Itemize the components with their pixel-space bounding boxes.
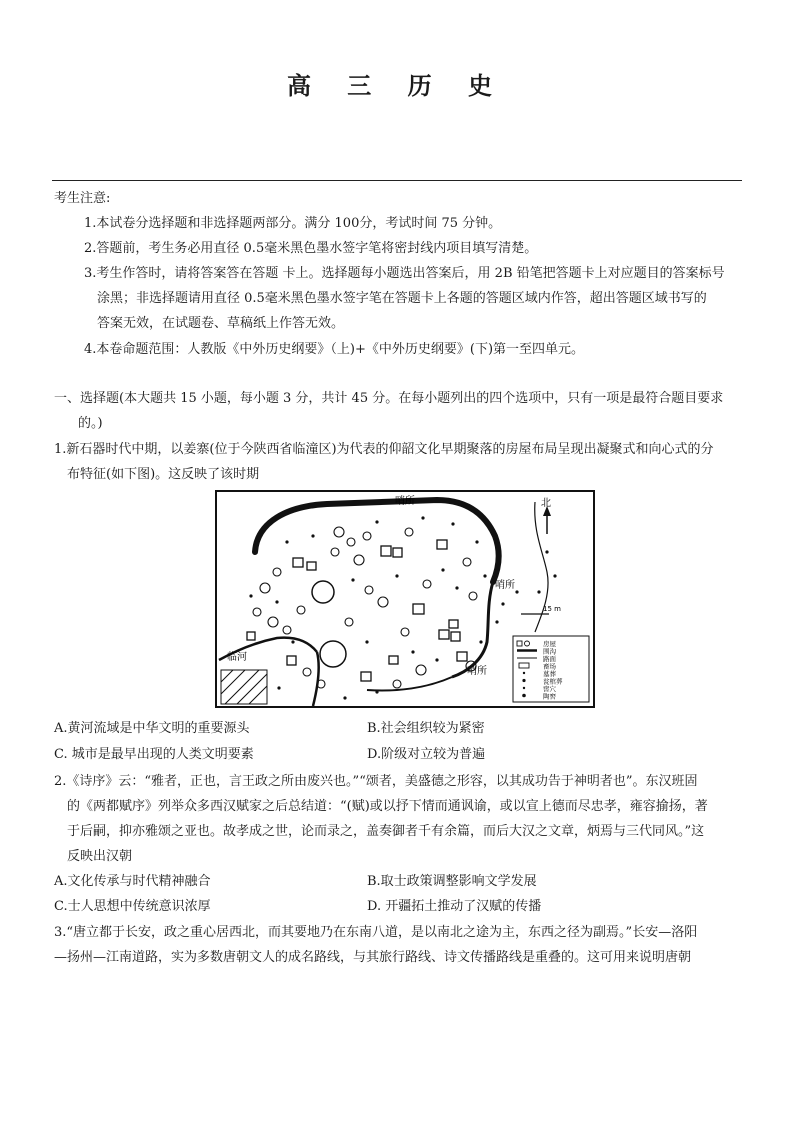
question-2-stem: 2.《诗序》云：“雅者，正也，言王政之所由废兴也。”“颂者，美盛德之形容，以其成功告于神明者也”。东汉班固 [54, 774, 698, 789]
river-label: 临河 [227, 652, 247, 663]
legend-item: 陶窖 [543, 692, 556, 701]
section-heading: 一、选择题(本大题共 15 小题，每小题 3 分，共计 45 分。在每小题列出的四个选项中，只有一项是最符合题目要求 [54, 391, 724, 406]
sentry-label-right: 哨所 [495, 580, 515, 591]
question-1-option-a[interactable]: A.黄河流域是中华文明的重要源头 [54, 721, 250, 736]
notice-item-4: 4.本卷命题范围：人教版《中外历史纲要》（上)+《中外历史纲要》(下)第一至四单元。 [84, 342, 585, 357]
question-2-option-c[interactable]: C.士人思想中传统意识浓厚 [54, 899, 211, 914]
header-divider [52, 180, 742, 181]
burial-dots [249, 516, 556, 699]
legend-item: 围沟 [543, 647, 556, 656]
notice-item-2: 2.答题前，考生务必用直径 0.5毫米黑色墨水签字笔将密封线内项目填写清楚。 [84, 241, 538, 256]
notice-item-3-cont: 涂黑；非选择题请用直径 0.5毫米黑色墨水签字笔在答题卡上各题的答题区域内作答，超出答题区域书写的 [97, 291, 707, 306]
notice-item-3: 3.考生作答时，请将答案答在答题 卡上。选择题每小题选出答案后，用 2B 铅笔把答题卡上对应题目的答案标号 [84, 266, 725, 281]
house-markers [247, 540, 467, 681]
question-1-stem-cont: 布特征(如下图)。这反映了该时期 [67, 467, 260, 482]
legend-item: 路面 [543, 655, 556, 663]
question-2-option-b[interactable]: B.取士政策调整影响文学发展 [367, 874, 537, 889]
question-3-stem-cont: —扬州—江南道路，实为多数唐朝文人的成名路线，与其旅行路线、诗文传播路线是重叠的。这可用来说明唐朝 [54, 950, 692, 965]
question-1-option-c[interactable]: C. 城市是最早出现的人类文明要素 [54, 747, 254, 762]
river-hatch [221, 670, 267, 704]
legend-item: 墓葬 [543, 670, 556, 678]
question-2-stem-cont: 的《两都赋序》列举众多西汉赋家之后总结道：“(赋)或以抒下情而通讽谕，或以宣上德而尽忠孝，雍容揄扬，著 [67, 799, 708, 814]
page-title: 高 三 历 史 [286, 71, 507, 100]
question-2-stem-cont: 反映出汉朝 [67, 849, 133, 864]
section-heading-cont: 的。) [78, 416, 103, 431]
legend-item: 窖穴 [543, 685, 556, 693]
sentry-label-top: 哨所 [395, 496, 415, 507]
sentry-label-bottom: 哨所 [467, 666, 487, 677]
question-1-option-b[interactable]: B.社会组织较为紧密 [367, 721, 485, 736]
legend-item: 畜场 [543, 662, 556, 671]
scale-label: 15 m [543, 605, 561, 613]
map-legend [513, 636, 589, 702]
north-label: 北 [541, 498, 551, 509]
question-2-option-a[interactable]: A.文化传承与时代精神融合 [54, 874, 211, 889]
question-3-stem: 3.“唐立都于长安，政之重心居西北，而其要地乃在东南八道，是以南北之途为主，东西之径为副焉。”长安—洛阳 [54, 925, 698, 940]
question-1-stem: 1.新石器时代中期，以姜寨(位于今陕西省临潼区)为代表的仰韶文化早期聚落的房屋布局呈现出凝聚式和向心式的分 [54, 442, 714, 457]
legend-item: 瓮棺葬 [543, 677, 563, 686]
settlement-map-drawing [217, 492, 593, 706]
north-arrow-icon [543, 506, 551, 534]
notice-label: 考生注意: [54, 191, 111, 206]
question-2-stem-cont: 于后嗣，抑亦雅颂之亚也。故孝成之世，论而录之，盖奏御者千有余篇，而后大汉之文章，炳焉与三代同风。”这 [67, 824, 705, 839]
notice-item-1: 1.本试卷分选择题和非选择题两部分。满分 100分，考试时间 75 分钟。 [84, 216, 502, 231]
question-2-option-d[interactable]: D. 开疆拓土推动了汉赋的传播 [367, 899, 542, 914]
notice-item-3-cont2: 答案无效，在试题卷、草稿纸上作答无效。 [97, 316, 345, 331]
question-1-option-d[interactable]: D.阶级对立较为普遍 [367, 747, 486, 762]
settlement-map [215, 490, 595, 708]
legend-item: 房屋 [543, 640, 556, 648]
